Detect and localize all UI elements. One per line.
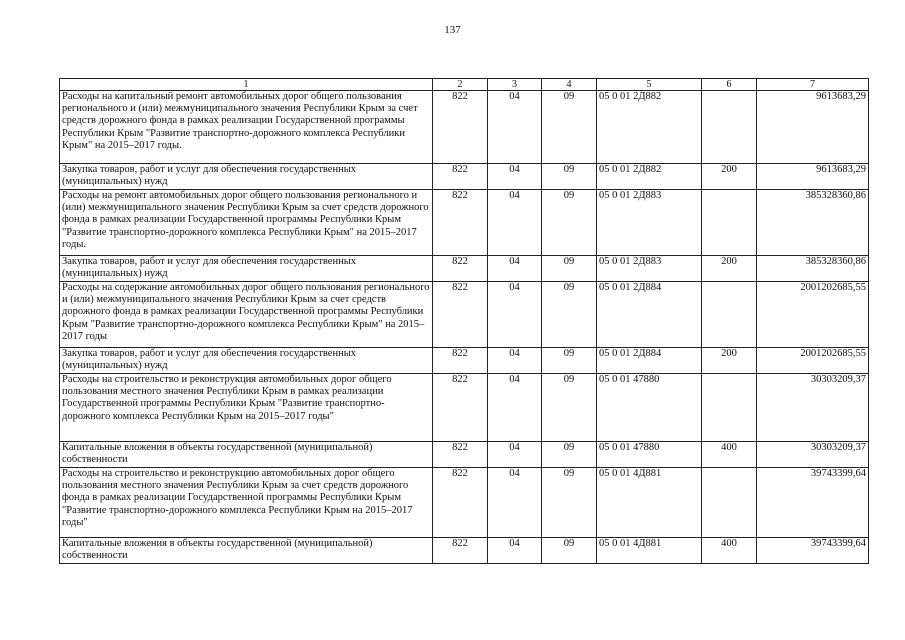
row-target-article: 05 0 01 2Д882 <box>597 91 702 164</box>
row-amount: 2001202685,55 <box>757 282 869 348</box>
table-row <box>60 282 869 348</box>
row-ministry-code: 822 <box>433 538 488 564</box>
row-description: Расходы на строительство и реконструкция автомобильных дорог общего пользования местного значения Республики Крым в рамках реализации Государственной программы Республики Крым "Развитие транспортно-дорожного комплекса Республики Крым на 2015–2017 годы" <box>60 374 433 442</box>
row-target-article: 05 0 01 2Д883 <box>597 256 702 282</box>
row-ministry-code: 822 <box>433 91 488 164</box>
row-description: Закупка товаров, работ и услуг для обеспечения государственных (муниципальных) нужд <box>60 256 433 282</box>
row-target-article: 05 0 01 4Д881 <box>597 468 702 538</box>
row-section-code: 04 <box>488 282 542 348</box>
table-row <box>60 538 869 564</box>
row-section-code: 04 <box>488 164 542 190</box>
row-target-article: 05 0 01 47880 <box>597 442 702 468</box>
header-cell-5: 5 <box>597 79 702 91</box>
row-expense-type <box>702 374 757 442</box>
page-number: 137 <box>444 24 461 36</box>
row-subsection-code: 09 <box>542 374 597 442</box>
row-target-article: 05 0 01 47880 <box>597 374 702 442</box>
row-description: Расходы на содержание автомобильных дорог общего пользования регионального и (или) межмуниципального значения Республики Крым за счет средств дорожного фонда в рамках реализации Государственной программы Республики Крым "Развитие транспортно-дорожного комплекса Республики Крым" на 2015–2017 годы <box>60 282 433 348</box>
row-expense-type: 400 <box>702 538 757 564</box>
row-ministry-code: 822 <box>433 348 488 374</box>
row-amount: 30303209,37 <box>757 374 869 442</box>
row-target-article: 05 0 01 2Д883 <box>597 190 702 256</box>
table-row <box>60 190 869 256</box>
row-subsection-code: 09 <box>542 538 597 564</box>
row-target-article: 05 0 01 4Д881 <box>597 538 702 564</box>
row-expense-type: 200 <box>702 348 757 374</box>
row-subsection-code: 09 <box>542 164 597 190</box>
row-subsection-code: 09 <box>542 190 597 256</box>
row-ministry-code: 822 <box>433 282 488 348</box>
header-cell-1: 1 <box>60 79 433 91</box>
row-amount: 39743399,64 <box>757 468 869 538</box>
row-expense-type: 400 <box>702 442 757 468</box>
row-target-article: 05 0 01 2Д884 <box>597 282 702 348</box>
row-subsection-code: 09 <box>542 256 597 282</box>
row-description: Расходы на строительство и реконструкцию автомобильных дорог общего пользования местного значения Республики Крым за счет средств дорожного фонда в рамках реализации Государственной программы Республики Крым "Развитие транспортно-дорожного комплекса Республики Крым на 2015–2017 годы" <box>60 468 433 538</box>
table-row <box>60 468 869 538</box>
budget-table <box>59 78 869 564</box>
row-section-code: 04 <box>488 91 542 164</box>
row-amount: 39743399,64 <box>757 538 869 564</box>
row-ministry-code: 822 <box>433 374 488 442</box>
table-row <box>60 164 869 190</box>
table-row <box>60 91 869 164</box>
row-expense-type <box>702 91 757 164</box>
header-cell-6: 6 <box>702 79 757 91</box>
row-subsection-code: 09 <box>542 468 597 538</box>
row-subsection-code: 09 <box>542 282 597 348</box>
row-description: Капитальные вложения в объекты государственной (муниципальной) собственности <box>60 442 433 468</box>
row-section-code: 04 <box>488 256 542 282</box>
row-section-code: 04 <box>488 348 542 374</box>
row-expense-type: 200 <box>702 256 757 282</box>
row-target-article: 05 0 01 2Д882 <box>597 164 702 190</box>
header-cell-7: 7 <box>757 79 869 91</box>
table-row <box>60 348 869 374</box>
row-section-code: 04 <box>488 374 542 442</box>
table-row <box>60 442 869 468</box>
row-expense-type <box>702 282 757 348</box>
row-subsection-code: 09 <box>542 442 597 468</box>
row-subsection-code: 09 <box>542 91 597 164</box>
row-amount: 9613683,29 <box>757 91 869 164</box>
row-description: Закупка товаров, работ и услуг для обеспечения государственных (муниципальных) нужд <box>60 348 433 374</box>
row-amount: 385328360,86 <box>757 190 869 256</box>
row-section-code: 04 <box>488 190 542 256</box>
row-ministry-code: 822 <box>433 442 488 468</box>
row-ministry-code: 822 <box>433 164 488 190</box>
header-cell-3: 3 <box>488 79 542 91</box>
row-amount: 9613683,29 <box>757 164 869 190</box>
row-amount: 385328360,86 <box>757 256 869 282</box>
row-expense-type <box>702 468 757 538</box>
row-ministry-code: 822 <box>433 256 488 282</box>
row-target-article: 05 0 01 2Д884 <box>597 348 702 374</box>
row-subsection-code: 09 <box>542 348 597 374</box>
row-ministry-code: 822 <box>433 468 488 538</box>
row-description: Капитальные вложения в объекты государственной (муниципальной) собственности <box>60 538 433 564</box>
row-amount: 30303209,37 <box>757 442 869 468</box>
table-row <box>60 374 869 442</box>
row-description: Закупка товаров, работ и услуг для обеспечения государственных (муниципальных) нужд <box>60 164 433 190</box>
header-row <box>60 79 869 91</box>
row-expense-type: 200 <box>702 164 757 190</box>
row-expense-type <box>702 190 757 256</box>
header-cell-4: 4 <box>542 79 597 91</box>
row-section-code: 04 <box>488 468 542 538</box>
row-section-code: 04 <box>488 442 542 468</box>
table-row <box>60 256 869 282</box>
header-cell-2: 2 <box>433 79 488 91</box>
row-description: Расходы на капитальный ремонт автомобильных дорог общего пользования регионального и (или) межмуниципального значения Республики Крым за счет средств дорожного фонда в рамках реализации Государственной программы Республики Крым "Развитие транспортно-дорожного комплекса Республики Крым" на 2015–2017 годы. <box>60 91 433 164</box>
row-description: Расходы на ремонт автомобильных дорог общего пользования регионального и (или) межмуниципального значения Республики Крым за счет средств дорожного фонда в рамках реализации Государственной программы Республики Крым "Развитие транспортно-дорожного комплекса Республики Крым" на 2015–2017 годы. <box>60 190 433 256</box>
row-ministry-code: 822 <box>433 190 488 256</box>
row-amount: 2001202685,55 <box>757 348 869 374</box>
row-section-code: 04 <box>488 538 542 564</box>
